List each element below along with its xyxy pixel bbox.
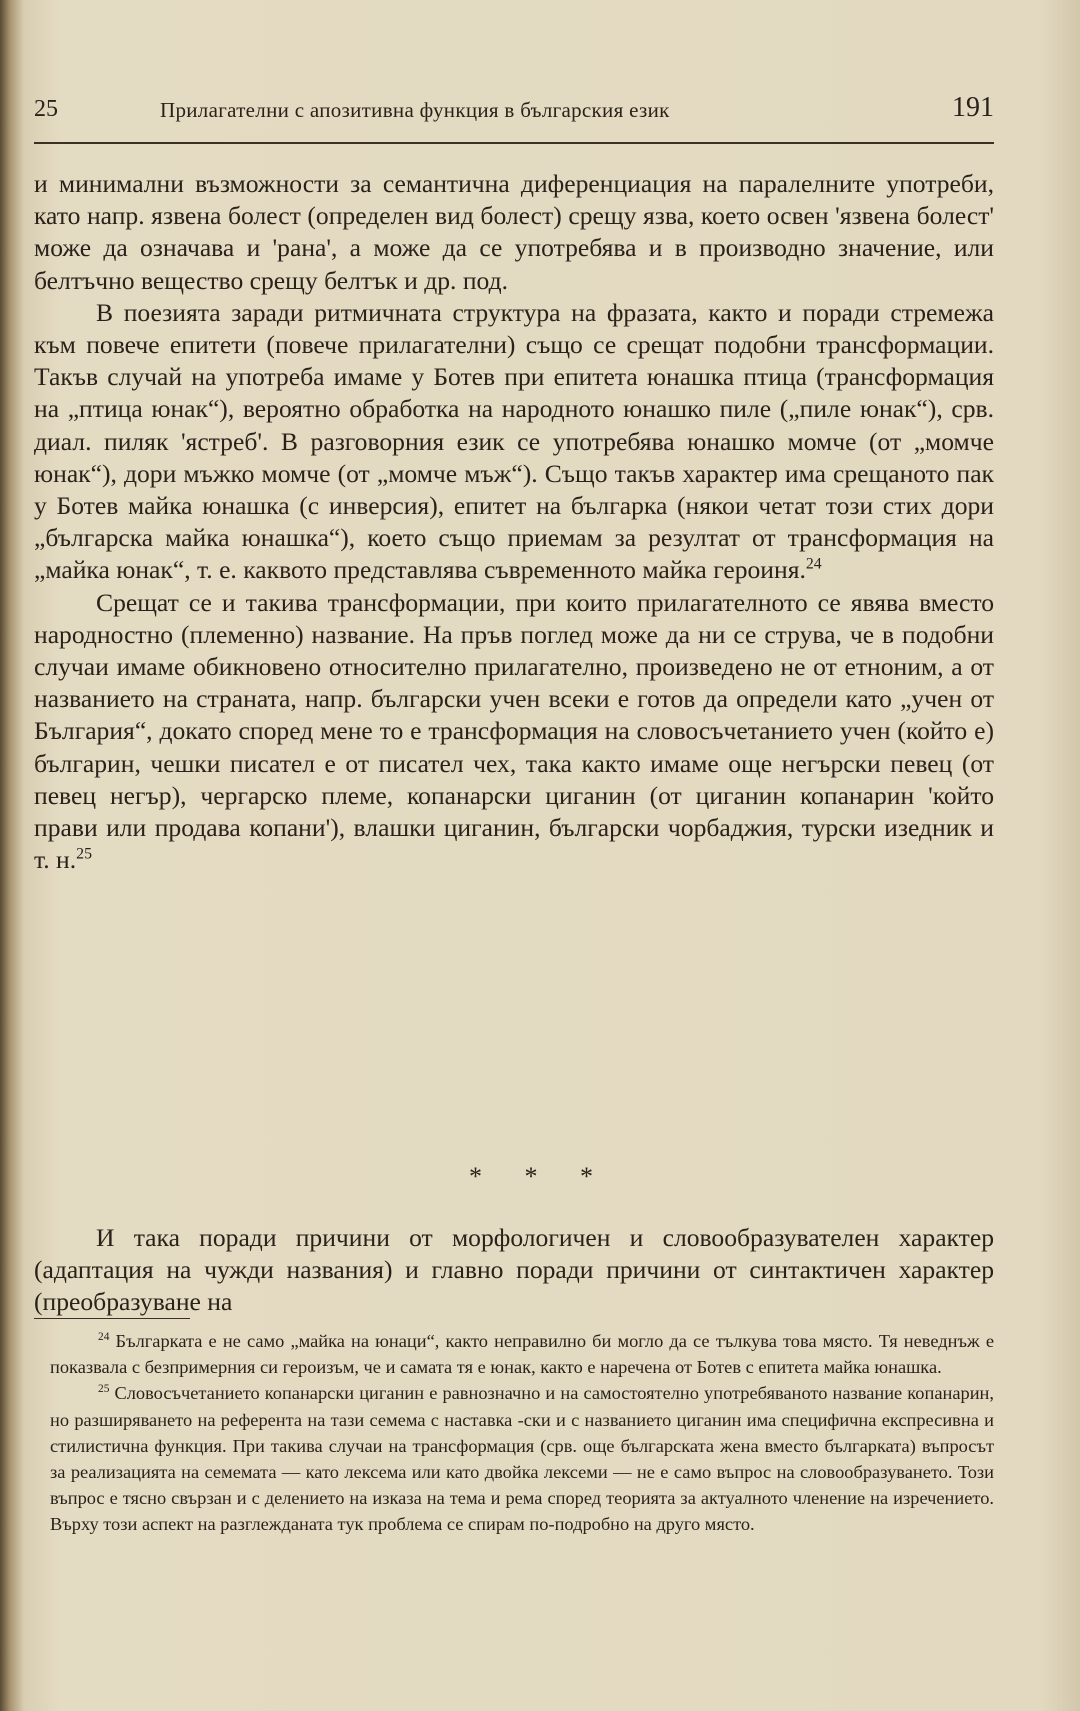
footnote-24: $^{24}$ Българката е не само „майка на юнаци“, както неправилно би могло да се тълкува това място. Тя неведнъж е показвала с безпримерния си героизъм, че и самата тя е юнак, както е наречена от Ботев с епитета майка юнашка. bbox=[50, 1330, 994, 1378]
page-number: 191 bbox=[952, 92, 994, 123]
footnote-ref-24: 24 bbox=[805, 555, 822, 573]
paragraph-4: И така поради причини от морфологичен и словообразувателен характер (адаптация на чужди названия) и главно поради причини от синтактичен характер (преобразуване на bbox=[34, 1222, 994, 1316]
footnote-25: $^{25}$ Словосъчетанието копанарски циганин е равнозначно и на самостоятелно употребяваното название копанарин, но разширяването на референта на тази семема с наставка -ски и с названието циганин има специфична експресивна и стилистична функция. При такива случаи на трансформация (срв. още българската жена вместо българката) въпросът за реализацията на семемата — като лексема или като двойка лексеми — не е само въпрос на словообразуването. Този въпрос е тясно свързан и с делението на изказа на тема и рема според теорията за актуалното членение на изречението. Върху този аспект на разглежданата тук проблема се спирам по-подробно на друго място. bbox=[50, 1383, 994, 1535]
running-title: Прилагателни с апозитивна функция в българския език bbox=[160, 98, 670, 122]
section-separator: * * * bbox=[469, 1162, 611, 1191]
footnote-ref-25: 25 bbox=[76, 845, 93, 863]
footnote-rule bbox=[34, 1318, 190, 1319]
chapter-number: 25 bbox=[34, 96, 58, 122]
paragraph-1: и минимални възможности за семантична диференциация на паралелните употреби, като напр. язвена болест (определен вид болест) срещу язва, което освен 'язвена болест' може да означава и 'рана', а може да се употребява и в производно значение, или белтъчно вещество срещу белтък и др. под. bbox=[34, 169, 994, 295]
running-header bbox=[34, 92, 994, 144]
paragraph-2: В поезията заради ритмичната структура на фразата, както и поради стремежа към повече епитети (повече прилагателни) също се срещат подобни трансформации. Такъв случай на употреба имаме у Ботев при епитета юнашка птица (трансформация на „птица юнак“), вероятно обработка на народното юнашко пиле („пиле юнак“), срв. диал. пиляк 'ястреб'. В разговорния език се употребява юнашко момче (от „момче юнак“), дори мъжко момче (от „момче мъж“). Също такъв характер има срещаното пак у Ботев майка юнашка (с инверсия), епитет на българка (някои четат този стих дори „българска майка юнашка“), което също приемам за резултат от трансформация на „майка юнак“, т. е. каквото представлява съвременното майка героиня.$^{24}$ bbox=[34, 297, 994, 585]
footnotes bbox=[50, 1328, 994, 1538]
main-text bbox=[34, 168, 994, 876]
paragraph-3: Срещат се и такива трансформации, при които прилагателното се явява вместо народностно (племенно) название. На пръв поглед може да ни се струва, че в подобни случаи имаме обикновено относително прилагателно, произведено не от етноним, а от названието на страната, напр. български учен всеки е готов да определи като „учен от България“, докато според мене то е трансформация на словосъчетанието учен (който е) българин, чешки писател е от писател чех, така както имаме още негърски певец (от певец негър), чергарско племе, копанарски циганин (от циганин копанарин 'който прави или продава копани'), влашки циганин, български чорбаджия, турски изедник и т. н.$^{25}$ bbox=[34, 587, 994, 875]
closing-text bbox=[34, 1196, 994, 1344]
